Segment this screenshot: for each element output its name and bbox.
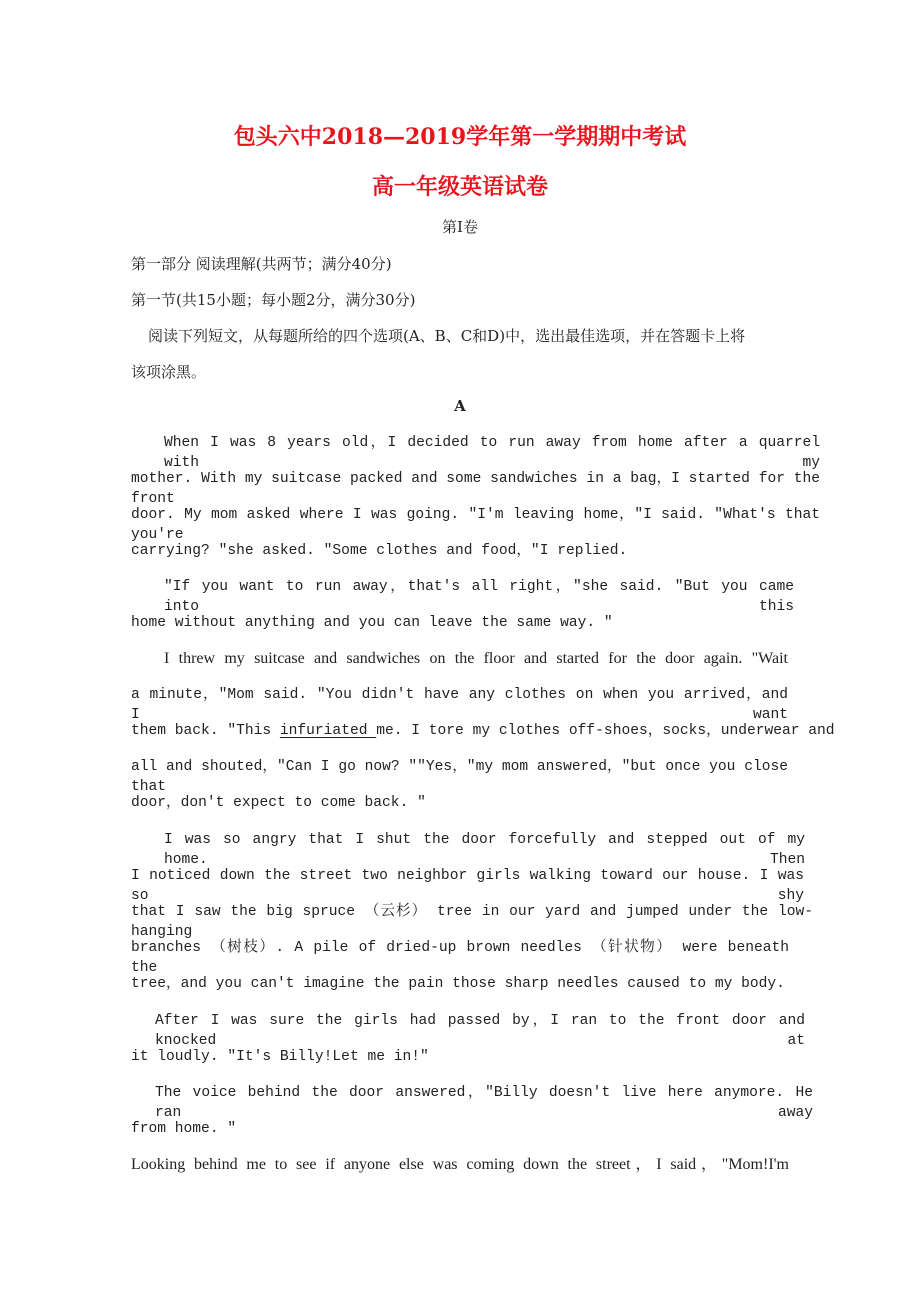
passage-line: The voice behind the door answered，"Billy doesn't live here anymore. He ran away <box>155 1085 813 1121</box>
passage-line: a minute，"Mom said. "You didn't have any clothes on when you arrived，and I want <box>131 687 788 723</box>
passage-line: branches （树枝）. A pile of dried-up brown needles （针状物） were beneath the <box>131 940 789 976</box>
exam-title: 包头六中2018—2019学年第一学期期中考试 <box>233 124 687 150</box>
instruction-line-2: 该项涂黑。 <box>131 363 207 381</box>
passage-label: A <box>454 397 466 415</box>
text-segment: them back. "This <box>131 723 280 739</box>
section-heading: 第一节(共15小题；每小题2分，满分30分) <box>131 291 416 309</box>
passage-line: carrying? "she asked. "Some clothes and food，"I replied. <box>131 543 628 559</box>
passage-line: it loudly. "It's Billy!Let me in!" <box>131 1049 429 1065</box>
passage-line: home without anything and you can leave the same way. " <box>131 615 613 631</box>
passage-line: I threw my suitcase and sandwiches on the floor and started for the door again. "Wait <box>164 650 788 667</box>
passage-line: I was so angry that I shut the door forcefully and stepped out of my home. Then <box>164 832 805 868</box>
passage-line: mother. With my suitcase packed and some sandwiches in a bag，I started for the front <box>131 471 820 507</box>
passage-line: all and shouted，"Can I go now? ""Yes，"my mom answered，"but once you close that <box>131 759 788 795</box>
passage-line: tree，and you can't imagine the pain those sharp needles caused to my body. <box>131 976 785 992</box>
passage-line: After I was sure the girls had passed by，I ran to the front door and knocked at <box>155 1013 805 1049</box>
passage-line: When I was 8 years old，I decided to run away from home after a quarrel with my <box>164 435 820 471</box>
instruction-line-1: 阅读下列短文，从每题所给的四个选项(A、B、C和D)中，选出最佳选项，并在答题卡上将 <box>148 327 746 345</box>
passage-line: from home. " <box>131 1121 237 1137</box>
exam-subtitle: 高一年级英语试卷 <box>371 174 548 200</box>
passage-line: "If you want to run away，that's all right，"she said. "But you came into this <box>164 579 794 615</box>
part-heading: 第一部分 阅读理解(共两节；满分40分) <box>131 255 392 273</box>
passage-line: door，don't expect to come back. " <box>131 795 426 811</box>
passage-line: door. My mom asked where I was going. "I'm leaving home，"I said. "What's that you're <box>131 507 820 543</box>
volume-label: 第Ⅰ卷 <box>442 218 478 236</box>
passage-line <box>131 721 835 741</box>
passage-line: I noticed down the street two neighbor girls walking toward our house. I was so shy <box>131 868 804 904</box>
text-segment: me. I tore my clothes off-shoes，socks，underwear and <box>376 723 835 739</box>
passage-line: that I saw the big spruce （云杉） tree in our yard and jumped under the low-hanging <box>131 904 813 940</box>
passage-line: Looking behind me to see if anyone else was coming down the street，I said，"Mom!I'm <box>131 1156 789 1173</box>
underlined-word: infuriated <box>279 723 377 739</box>
